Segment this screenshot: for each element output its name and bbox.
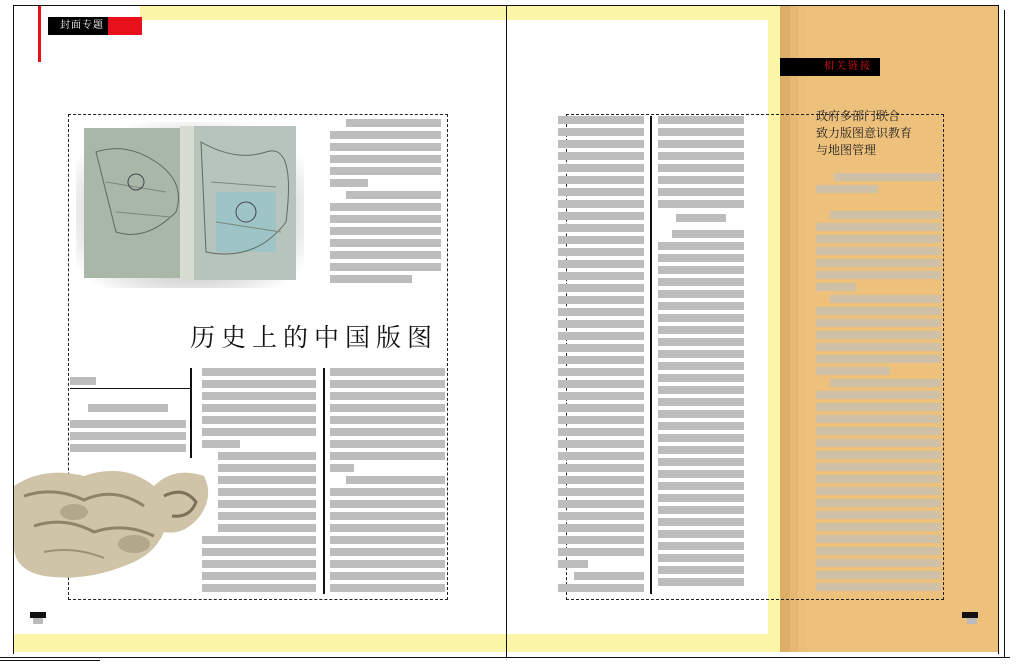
- text-line: [558, 212, 644, 220]
- text-line: [658, 530, 744, 538]
- text-line: [330, 404, 445, 412]
- text-line: [218, 452, 316, 460]
- text-line: [70, 420, 186, 428]
- folio-mark: [33, 618, 43, 624]
- spine-line: [506, 6, 507, 658]
- text-line: [330, 251, 441, 259]
- text-line: [658, 398, 744, 406]
- text-line: [816, 511, 941, 519]
- column-divider: [190, 368, 192, 458]
- text-line: [330, 488, 445, 496]
- text-line: [330, 548, 445, 556]
- text-line: [330, 428, 445, 436]
- text-line: [816, 367, 890, 375]
- section-tag: 封面专题: [48, 17, 120, 35]
- spread-right-edge: [998, 6, 999, 654]
- sidebar-title-line: 与地图管理: [816, 143, 877, 157]
- text-line: [658, 266, 744, 274]
- text-line: [558, 296, 644, 304]
- text-line: [816, 403, 941, 411]
- text-line: [658, 128, 744, 136]
- text-line: [202, 584, 316, 592]
- text-line: [330, 524, 445, 532]
- sidebar-title-line: 致力版图意识教育: [816, 126, 913, 140]
- text-line: [658, 422, 744, 430]
- text-line: [330, 464, 354, 472]
- text-line: [346, 476, 445, 484]
- text-line: [218, 476, 316, 484]
- text-line: [816, 523, 941, 531]
- text-line: [816, 247, 941, 255]
- text-line: [816, 391, 941, 399]
- text-line: [658, 116, 744, 124]
- text-line: [816, 259, 941, 267]
- text-line: [558, 584, 644, 592]
- text-line: [330, 131, 441, 139]
- text-line: [346, 119, 441, 127]
- text-line: [330, 275, 412, 283]
- spread-bottom-edge: [0, 657, 1010, 658]
- text-line: [816, 271, 941, 279]
- text-line: [202, 536, 316, 544]
- text-line: [558, 116, 644, 124]
- text-line: [658, 176, 744, 184]
- text-line: [658, 554, 744, 562]
- text-line: [658, 458, 744, 466]
- bleed-right-line: [1004, 10, 1005, 658]
- text-line: [70, 432, 186, 440]
- text-line: [658, 290, 744, 298]
- text-line: [658, 140, 744, 148]
- text-line: [816, 559, 941, 567]
- text-line: [816, 583, 941, 591]
- text-line: [558, 548, 644, 556]
- text-line: [218, 464, 316, 472]
- text-line: [816, 223, 941, 231]
- text-line: [330, 215, 441, 223]
- text-line: [330, 143, 441, 151]
- text-line: [558, 344, 644, 352]
- text-line: [330, 239, 441, 247]
- text-line: [658, 188, 744, 196]
- text-line: [558, 404, 644, 412]
- text-line: [558, 440, 644, 448]
- text-line: [202, 428, 316, 436]
- text-line: [658, 326, 744, 334]
- text-line: [658, 314, 744, 322]
- text-line: [202, 440, 240, 448]
- text-line: [658, 578, 744, 586]
- bottom-band-right: [506, 634, 780, 652]
- text-line: [558, 224, 644, 232]
- text-line: [558, 464, 644, 472]
- text-line: [658, 506, 744, 514]
- bottom-band-left: [14, 634, 506, 652]
- text-line: [658, 482, 744, 490]
- text-line: [816, 185, 878, 193]
- text-line: [558, 500, 644, 508]
- text-line: [658, 374, 744, 382]
- text-line: [558, 512, 644, 520]
- text-line: [558, 152, 644, 160]
- text-line: [558, 176, 644, 184]
- text-line: [658, 386, 744, 394]
- text-line: [816, 475, 941, 483]
- text-line: [658, 470, 744, 478]
- text-line: [330, 416, 445, 424]
- text-line: [658, 278, 744, 286]
- text-line: [558, 536, 644, 544]
- text-line: [658, 302, 744, 310]
- jade-carving-photo-icon: [14, 466, 210, 582]
- text-line: [816, 499, 941, 507]
- text-line: [658, 494, 744, 502]
- text-line: [202, 392, 316, 400]
- text-line: [88, 404, 168, 412]
- section-tag-accent: [108, 17, 142, 35]
- jade-carving-photo: [14, 466, 210, 582]
- text-line: [558, 188, 644, 196]
- text-line: [330, 452, 445, 460]
- text-line: [816, 463, 941, 471]
- text-line: [330, 500, 445, 508]
- text-line: [558, 416, 644, 424]
- text-line: [816, 355, 941, 363]
- text-line: [816, 487, 941, 495]
- text-line: [676, 214, 726, 222]
- text-line: [202, 560, 316, 568]
- text-line: [202, 416, 316, 424]
- text-line: [218, 524, 316, 532]
- text-line: [330, 512, 445, 520]
- column-rule: [70, 388, 190, 389]
- text-line: [830, 211, 941, 219]
- text-line: [658, 200, 744, 208]
- text-line: [330, 167, 441, 175]
- folio-mark: [967, 618, 977, 624]
- text-line: [558, 488, 644, 496]
- text-line: [558, 476, 644, 484]
- text-line: [816, 439, 941, 447]
- open-atlas-photo-icon: [76, 122, 304, 288]
- text-line: [816, 547, 941, 555]
- text-line: [658, 152, 744, 160]
- text-line: [330, 179, 368, 187]
- text-line: [558, 524, 644, 532]
- text-line: [218, 488, 316, 496]
- top-band-left: [140, 6, 506, 20]
- text-line: [830, 295, 941, 303]
- text-line: [816, 415, 941, 423]
- text-line: [558, 308, 644, 316]
- text-line: [330, 203, 441, 211]
- text-line: [558, 140, 644, 148]
- text-line: [816, 319, 941, 327]
- section-red-rule: [38, 6, 41, 62]
- status-strip: [0, 660, 100, 665]
- text-line: [658, 362, 744, 370]
- text-line: [816, 307, 941, 315]
- text-line: [816, 331, 941, 339]
- text-line: [558, 356, 644, 364]
- text-line: [830, 379, 941, 387]
- related-links-tag: 相关链接: [780, 58, 880, 76]
- text-line: [672, 230, 744, 238]
- text-line: [558, 284, 644, 292]
- text-line: [558, 320, 644, 328]
- text-line: [816, 235, 941, 243]
- text-line: [658, 566, 744, 574]
- sidebar-title: [816, 108, 956, 159]
- text-line: [330, 392, 445, 400]
- text-line: [330, 560, 445, 568]
- text-line: [70, 377, 96, 385]
- text-line: [202, 380, 316, 388]
- text-line: [558, 428, 644, 436]
- text-line: [816, 451, 941, 459]
- text-line: [330, 536, 445, 544]
- text-line: [658, 350, 744, 358]
- text-line: [658, 164, 744, 172]
- text-line: [218, 512, 316, 520]
- text-line: [346, 191, 441, 199]
- top-band-right: [506, 6, 780, 20]
- text-line: [658, 434, 744, 442]
- text-line: [202, 572, 316, 580]
- text-line: [558, 380, 644, 388]
- text-line: [202, 404, 316, 412]
- text-line: [70, 444, 186, 452]
- text-line: [658, 518, 744, 526]
- text-line: [816, 571, 941, 579]
- sidebar-title-line: 政府多部门联合: [816, 109, 901, 123]
- text-line: [558, 260, 644, 268]
- text-line: [558, 128, 644, 136]
- text-line: [330, 155, 441, 163]
- text-line: [816, 535, 941, 543]
- spread-top-edge: [13, 5, 999, 6]
- text-line: [558, 200, 644, 208]
- text-line: [558, 560, 588, 568]
- text-line: [558, 272, 644, 280]
- text-line: [218, 500, 316, 508]
- text-line: [658, 338, 744, 346]
- column-divider: [650, 116, 652, 594]
- column-divider: [323, 368, 325, 594]
- text-line: [658, 542, 744, 550]
- text-line: [330, 263, 441, 271]
- text-line: [330, 380, 445, 388]
- text-line: [558, 332, 644, 340]
- text-line: [558, 368, 644, 376]
- text-line: [558, 392, 644, 400]
- text-line: [330, 368, 445, 376]
- text-line: [558, 236, 644, 244]
- text-line: [834, 173, 941, 181]
- text-line: [658, 242, 744, 250]
- text-line: [558, 452, 644, 460]
- text-line: [330, 572, 445, 580]
- text-line: [658, 410, 744, 418]
- text-line: [330, 440, 445, 448]
- atlas-photo: [76, 122, 304, 288]
- text-line: [574, 572, 644, 580]
- text-line: [558, 164, 644, 172]
- text-line: [330, 227, 441, 235]
- text-line: [202, 548, 316, 556]
- text-line: [816, 343, 941, 351]
- text-line: [330, 584, 445, 592]
- text-line: [816, 283, 856, 291]
- article-headline: 历史上的中国版图: [190, 323, 439, 352]
- text-line: [658, 446, 744, 454]
- text-line: [816, 427, 941, 435]
- text-line: [658, 254, 744, 262]
- text-line: [202, 368, 316, 376]
- text-line: [558, 248, 644, 256]
